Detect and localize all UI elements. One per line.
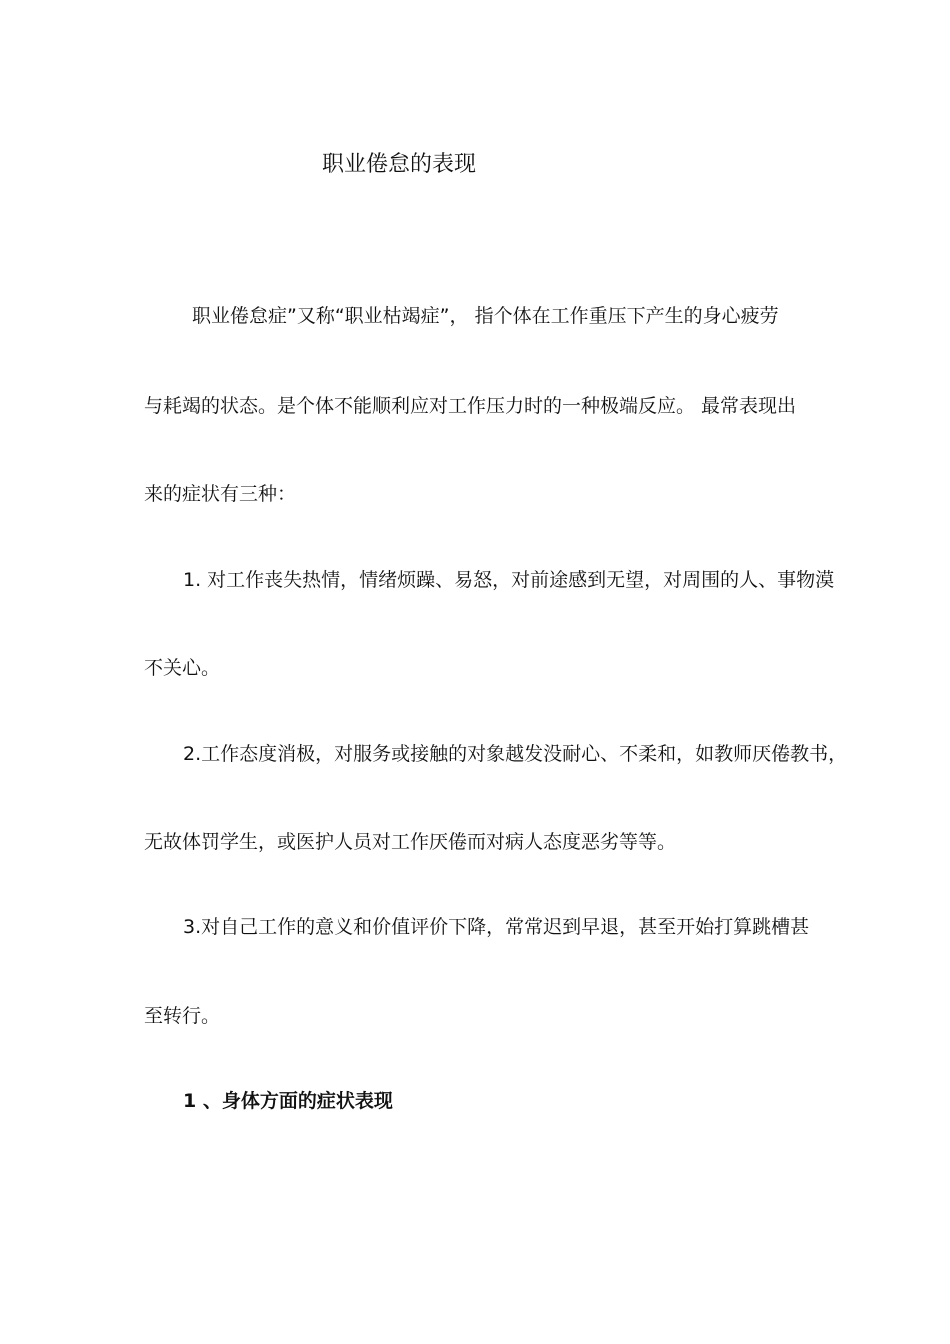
paragraph-line-3: 来的症状有三种： bbox=[144, 483, 297, 505]
section-heading: 1 、身体方面的症状表现 bbox=[183, 1090, 393, 1112]
document-title: 职业倦怠的表现 bbox=[322, 152, 477, 177]
list-item-2-line-1: 2.工作态度消极，对服务或接触的对象越发没耐心、不柔和，如教师厌倦教书， bbox=[183, 743, 848, 765]
list-item-3-line-1: 3.对自己工作的意义和价值评价下降，常常迟到早退，甚至开始打算跳槽甚 bbox=[183, 916, 810, 938]
paragraph-line-1: 职业倦怠症”又称“职业枯竭症”， 指个体在工作重压下产生的身心疲劳 bbox=[192, 305, 779, 327]
list-item-2-line-2: 无故体罚学生，或医护人员对工作厌倦而对病人态度恶劣等等。 bbox=[144, 831, 677, 853]
list-item-1-line-2: 不关心。 bbox=[144, 657, 221, 679]
paragraph-line-2: 与耗竭的状态。是个体不能顺利应对工作压力时的一种极端反应。 最常表现出 bbox=[144, 395, 797, 417]
list-item-1-line-1: 1. 对工作丧失热情，情绪烦躁、易怒，对前途感到无望，对周围的人、事物漠 bbox=[183, 569, 835, 591]
list-item-3-line-2: 至转行。 bbox=[144, 1005, 221, 1027]
